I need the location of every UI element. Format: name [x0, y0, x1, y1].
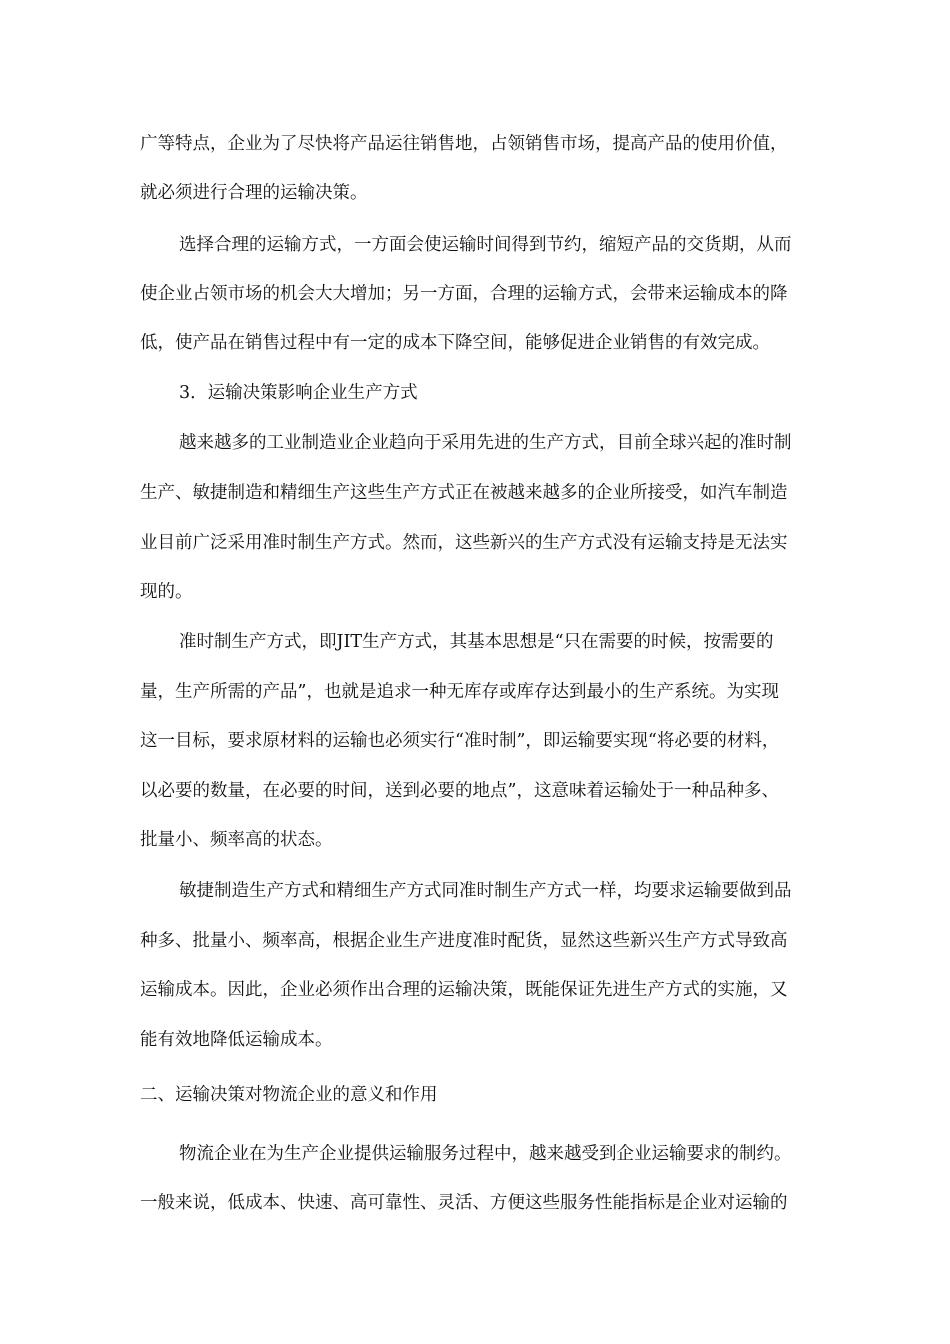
- body-text-line: 以必要的数量，在必要的时间，送到必要的地点”，这意味着运输处于一种品种多、: [140, 781, 779, 801]
- section-heading: 3．运输决策影响企业生产方式: [179, 383, 418, 403]
- body-text-line: 使企业占领市场的机会大大增加；另一方面，合理的运输方式，会带来运输成本的降: [140, 284, 788, 304]
- body-text-line: 运输成本。因此，企业必须作出合理的运输决策，既能保证先进生产方式的实施，又: [140, 980, 788, 1000]
- section-heading: 二、运输决策对物流企业的意义和作用: [140, 1085, 438, 1105]
- body-text-line: 批量小、频率高的状态。: [140, 830, 333, 850]
- body-text-line: 种多、批量小、频率高，根据企业生产进度准时配货，显然这些新兴生产方式导致高: [140, 931, 788, 951]
- body-text-line: 生产、敏捷制造和精细生产这些生产方式正在被越来越多的企业所接受，如汽车制造: [140, 483, 788, 503]
- body-text-line: 这一目标，要求原材料的运输也必须实行“准时制”，即运输要实现“将必要的材料，: [140, 731, 780, 751]
- body-text-line: 量，生产所需的产品”，也就是追求一种无库存或库存达到最小的生产系统。为实现: [140, 682, 779, 702]
- body-text-line: 能有效地降低运输成本。: [140, 1030, 333, 1050]
- body-text-line: 业目前广泛采用准时制生产方式。然而，这些新兴的生产方式没有运输支持是无法实: [140, 533, 788, 553]
- body-text-line: 现的。: [140, 582, 193, 602]
- paragraph-first-line: 选择合理的运输方式，一方面会使运输时间得到节约，缩短产品的交货期，从而: [179, 235, 792, 255]
- paragraph-first-line: 物流企业在为生产企业提供运输服务过程中，越来越受到企业运输要求的制约。: [179, 1144, 792, 1164]
- body-text-line: 低，使产品在销售过程中有一定的成本下降空间，能够促进企业销售的有效完成。: [140, 333, 770, 353]
- body-text-line: 就必须进行合理的运输决策。: [140, 183, 368, 203]
- paragraph-first-line: 敏捷制造生产方式和精细生产方式同准时制生产方式一样，均要求运输要做到品: [179, 881, 792, 901]
- body-text-line: 一般来说，低成本、快速、高可靠性、灵活、方便这些服务性能指标是企业对运输的: [140, 1193, 788, 1213]
- paragraph-first-line: 准时制生产方式，即JIT生产方式，其基本思想是“只在需要的时候，按需要的: [179, 632, 774, 652]
- body-text-line: 广等特点，企业为了尽快将产品运往销售地，占领销售市场，提高产品的使用价值，: [140, 134, 788, 154]
- paragraph-first-line: 越来越多的工业制造业企业趋向于采用先进的生产方式，目前全球兴起的准时制: [179, 433, 792, 453]
